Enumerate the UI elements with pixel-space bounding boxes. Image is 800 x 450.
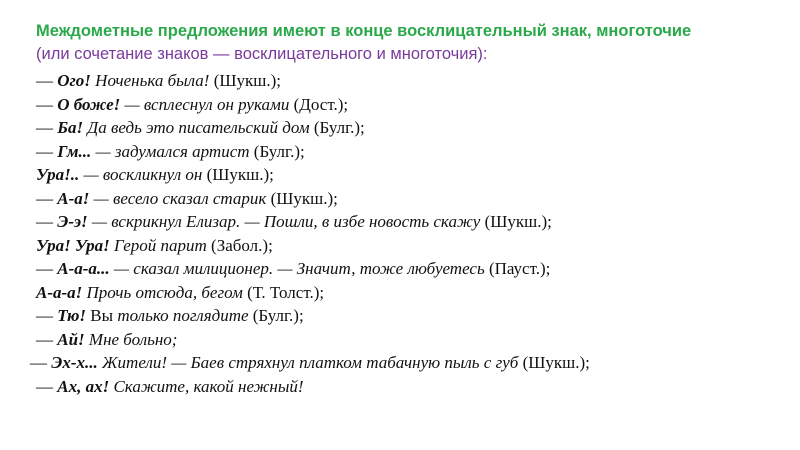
example-text: — воскликнул он	[79, 165, 203, 184]
example-dash: —	[36, 188, 58, 208]
example-line	[0, 234, 780, 258]
example-dash: —	[36, 376, 58, 396]
example-source: (Т. Толст.);	[242, 282, 325, 302]
example-source: (Булг.);	[249, 141, 305, 161]
example-dash: —	[36, 329, 58, 349]
example-interjection: Эх-х...	[51, 353, 98, 372]
example-source: (Шукш.);	[518, 353, 590, 372]
example-interjection: Тю!	[57, 306, 87, 325]
example-interjection: О боже!	[57, 94, 121, 114]
example-source: (Пауст.);	[484, 259, 551, 278]
example-line	[0, 140, 780, 164]
example-line	[0, 351, 780, 375]
example-text: Жители! — Баев стряхнул платком табачную пыль с губ	[97, 353, 519, 372]
example-text: Мне больно;	[84, 329, 178, 349]
example-text: Да ведь это писательский дом	[83, 118, 310, 137]
example-text: — сказал милиционер. — Значит, тоже любуетесь	[109, 259, 485, 278]
example-source: (Булг.);	[309, 118, 365, 137]
example-line	[0, 375, 780, 399]
example-line	[0, 257, 780, 281]
example-text: Прочь отсюда, бегом	[82, 282, 243, 302]
example-interjection: Ах, ах!	[57, 376, 110, 396]
example-interjection: Ай!	[57, 329, 85, 349]
example-interjection: А-а-а...	[57, 259, 110, 278]
example-text: — задумался артист	[91, 141, 250, 161]
example-source: (Забол.);	[206, 235, 273, 255]
example-line	[0, 187, 780, 211]
example-source: (Дост.);	[289, 94, 349, 114]
example-text: Скажите, какой нежный!	[109, 376, 304, 396]
example-interjection: А-а-а!	[36, 282, 83, 302]
example-line	[0, 163, 780, 187]
example-line	[0, 328, 780, 352]
examples-list	[0, 69, 780, 398]
example-interjection: Ба!	[57, 118, 84, 137]
example-line	[0, 69, 780, 93]
example-dash: —	[36, 94, 58, 114]
example-dash: —	[30, 353, 52, 372]
example-text: — весело сказал старик	[89, 188, 267, 208]
example-line	[0, 281, 780, 305]
example-dash: —	[36, 306, 58, 325]
example-line	[0, 210, 780, 234]
example-source: (Шукш.);	[480, 212, 552, 231]
example-dash: —	[36, 71, 58, 90]
example-interjection: Ура!..	[36, 165, 80, 184]
example-text: Ноченька была!	[90, 71, 210, 90]
example-text: — вскрикнул Елизар. — Пошли, в избе новость скажу	[87, 212, 481, 231]
example-text: — всплеснул он руками	[120, 94, 290, 114]
slide-title: Междометные предложения имеют в конце восклицательный знак, многоточие	[36, 22, 692, 40]
example-interjection: Ура! Ура!	[36, 235, 110, 255]
example-source: (Шукш.);	[209, 71, 282, 90]
example-text-continued: только поглядите	[113, 306, 249, 325]
example-interjection: Гм...	[57, 141, 92, 161]
example-dash: —	[36, 212, 58, 231]
example-text: Герой парит	[109, 235, 207, 255]
example-dash: —	[36, 259, 58, 278]
slide-header	[36, 20, 776, 66]
example-dash: —	[36, 118, 58, 137]
example-plain-text: Вы	[86, 306, 114, 325]
example-source: (Шукш.);	[266, 188, 338, 208]
example-source: (Булг.);	[248, 306, 304, 325]
slide-subtitle: (или сочетание знаков — восклицательного и многоточия):	[36, 45, 488, 63]
example-dash: —	[36, 141, 58, 161]
example-interjection: Э-э!	[57, 212, 88, 231]
example-line	[0, 304, 780, 328]
example-interjection: А-а!	[57, 188, 90, 208]
example-line	[0, 93, 780, 117]
example-line	[0, 116, 780, 140]
example-source: (Шукш.);	[202, 165, 274, 184]
example-interjection: Ого!	[57, 71, 91, 90]
